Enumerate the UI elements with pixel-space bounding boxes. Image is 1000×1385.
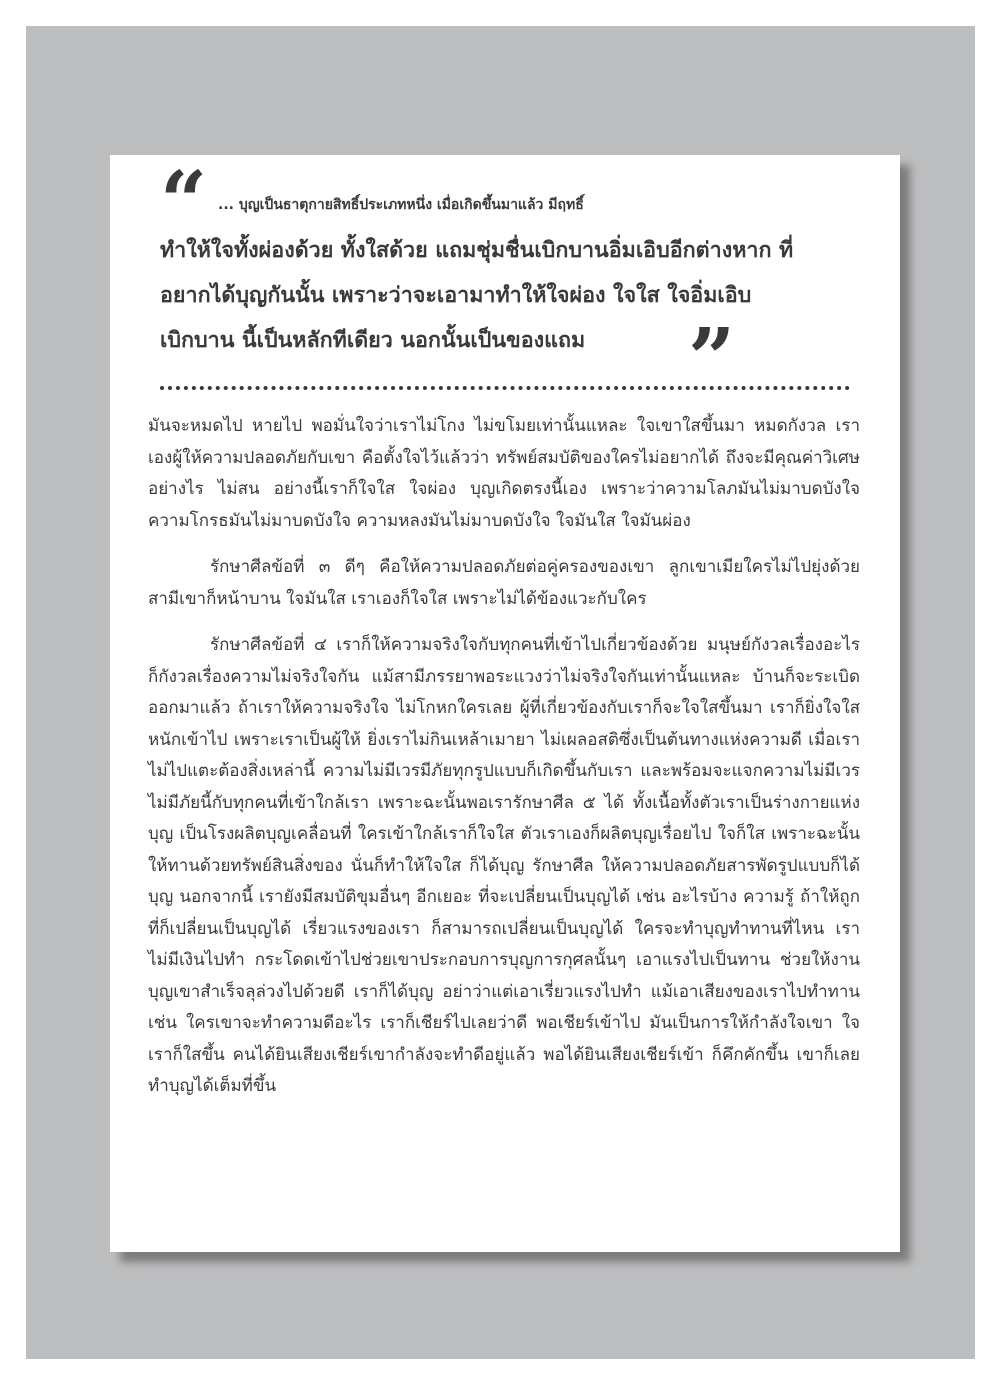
quote-line-3: อยากได้บุญกันนั้น เพราะว่าจะเอามาทำให้ใจผ่อง ใจใส ใจอิ่มเอิบ xyxy=(160,283,752,308)
quote-line-2: ทำให้ใจทั้งผ่องด้วย ทั้งใสด้วย แถมชุ่มชื่นเบิกบานอิ่มเอิบอีกต่างหาก ที่ xyxy=(160,238,794,263)
paragraph-2: รักษาศีลข้อที่ ๓ ดีๆ คือให้ความปลอดภัยต่อคู่ครองของเขา ลูกเขาเมียใครไม่ไปยุ่งด้วย สามีเขาก็หน้าบาน ใจมันใส เราเองก็ใจใส เพราะไม่ได้ข้องแวะกับใคร xyxy=(148,557,860,609)
body-text xyxy=(148,411,860,1118)
close-quote-icon: ” xyxy=(688,311,736,407)
paragraph-3: รักษาศีลข้อที่ ๔ เราก็ให้ความจริงใจกับทุกคนที่เข้าไปเกี่ยวข้องด้วย มนุษย์กังวลเรื่องอะไร ก็กังวลเรื่องความไม่จริงใจกัน แม้สามีภรรยาพอระแวงว่าไม่จริงใจกันเท่านั้นแหละ บ้านก็จะระเบิดออกมาแล้ว ถ้าเราให้ความจริงใจ ไม่โกหกใครเลย ผู้ที่เกี่ยวข้องกับเราก็จะใจใสขึ้นมา เราก็ยิ่งใจใสหนักเข้าไป เพราะเราเป็นผู้ให้ ยิ่งเราไม่กินเหล้าเมายา ไม่เผลอสติซึ่งเป็นต้นทางแห่งความดี เมื่อเราไม่ไปแตะต้องสิ่งเหล่านี้ ความไม่มีเวรมีภัยทุกรูปแบบก็เกิดขึ้นกับเรา และพร้อมจะแจกความไม่มีเวรไม่มีภัยนี้กับทุกคนที่เข้าใกล้เรา เพราะฉะนั้นพอเรารักษาศีล ๕ ได้ ทั้งเนื้อทั้งตัวเราเป็นร่างกายแห่งบุญ เป็นโรงผลิตบุญเคลื่อนที่ ใครเข้าใกล้เราก็ใจใส ตัวเราเองก็ผลิตบุญเรื่อยไป ใจก็ใส เพราะฉะนั้น ให้ทานด้วยทรัพย์สินสิ่งของ นั่นก็ทำให้ใจใส ก็ได้บุญ รักษาศีล ให้ความปลอดภัยสารพัดรูปแบบก็ได้บุญ นอกจากนี้ เรายังมีสมบัติขุมอื่นๆ อีกเยอะ ที่จะเปลี่ยนเป็นบุญได้ เช่น อะไรบ้าง ความรู้ ถ้าให้ถูกที่ก็เปลี่ยนเป็นบุญได้ เรี่ยวแรงของเรา ก็สามารถเปลี่ยนเป็นบุญได้ ใครจะทำบุญทำทานที่ไหน เราไม่มีเงินไปทำ กระโดดเข้าไปช่วยเขาประกอบการบุญการกุศลนั้นๆ เอาแรงไปเป็นทาน ช่วยให้งานบุญเขาสำเร็จลุล่วงไปด้วยดี เราก็ได้บุญ อย่าว่าแต่เอาเรี่ยวแรงไปทำ แม้เอาเสียงของเราไปทำทาน เช่น ใครเขาจะทำความดีอะไร เราก็เชียร์ไปเลยว่าดี พอเชียร์เข้าไป มันเป็นการให้กำลังใจเขา ใจเราก็ใสขึ้น คนได้ยินเสียงเชียร์เขากำลังจะทำดีอยู่แล้ว พอได้ยินเสียงเชียร์เข้า ก็คึกคักขึ้น เขาก็เลยทำบุญได้เต็มที่ขึ้น xyxy=(148,635,860,1096)
open-quote-icon: “ xyxy=(160,154,208,250)
paragraph-1: มันจะหมดไป หายไป พอมั่นใจว่าเราไม่โกง ไม่ขโมยเท่านั้นแหละ ใจเขาใสขึ้นมา หมดกังวล เราเองผู้ให้ความปลอดภัยกับเขา คือตั้งใจไว้แล้วว่า ทรัพย์สมบัติของใครไม่อยากได้ ถึงจะมีคุณค่าวิเศษอย่างไร ไม่สน อย่างนี้เราก็ใจใส ใจผ่อง บุญเกิดตรงนี้เอง เพราะว่าความโลภมันไม่มาบดบังใจ ความโกรธมันไม่มาบดบังใจ ความหลงมันไม่มาบดบังใจ ใจมันใส ใจมันผ่อง xyxy=(148,416,860,531)
quote-line-1: ... บุญเป็นธาตุกายสิทธิ์ประเภทหนึ่ง เมื่อเกิดขึ้นมาแล้ว มีฤทธิ์ xyxy=(218,197,584,213)
pull-quote xyxy=(160,154,860,407)
pull-quote-text xyxy=(160,183,860,363)
quote-line-4: เบิกบาน นี้เป็นหลักทีเดียว นอกนั้นเป็นของแถม xyxy=(160,328,586,353)
document-page xyxy=(110,155,900,1252)
dotted-divider xyxy=(160,386,850,390)
